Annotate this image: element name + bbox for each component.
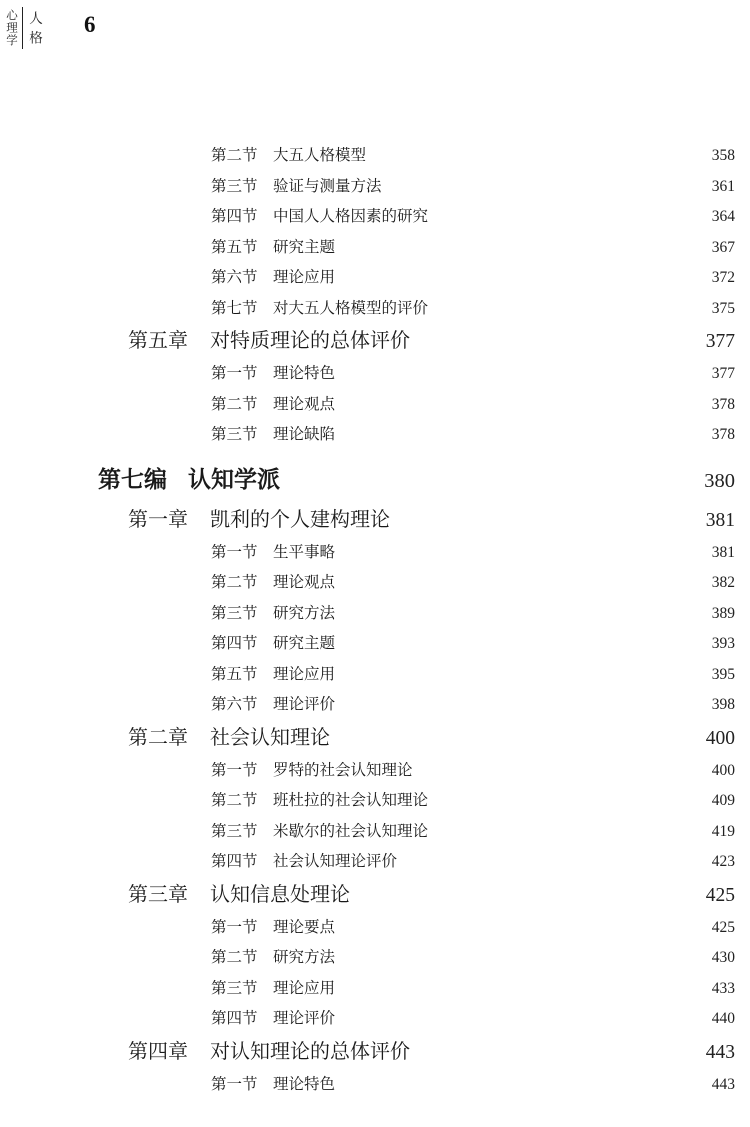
toc-entry-label: 第二章 — [128, 726, 188, 749]
toc-entry-title: 理论应用 — [273, 665, 336, 683]
toc-entry-label: 第三节 — [211, 822, 258, 840]
toc-entry-title: 认知信息处理论 — [210, 883, 350, 906]
toc-entry-title: 理论特色 — [273, 1075, 336, 1093]
toc-entry-page-number: 443 — [711, 1075, 735, 1093]
toc-entry-label: 第二节 — [211, 395, 258, 413]
toc-entry-part — [0, 468, 750, 493]
toc-entry-label: 第二节 — [211, 574, 258, 591]
toc-entry-title: 研究主题 — [273, 635, 336, 652]
toc-entry-label: 第六节 — [211, 269, 258, 286]
toc-entry-title: 认知学派 — [188, 466, 280, 492]
toc-entry-section — [0, 636, 750, 652]
toc-entry-label: 第七节 — [211, 299, 258, 317]
toc-entry-page-number: 375 — [711, 299, 735, 317]
toc-entry-page-number: 433 — [711, 979, 735, 997]
toc-entry-label: 第三节 — [211, 177, 258, 195]
toc-entry-title: 中国人人格因素的研究 — [273, 208, 429, 225]
toc-entry-title: 理论要点 — [273, 918, 336, 936]
toc-entry-label: 第四节 — [211, 208, 258, 225]
toc-entry-label: 第五章 — [128, 330, 188, 352]
toc-entry-title: 验证与测量方法 — [273, 177, 382, 195]
toc-entry-section — [0, 981, 750, 997]
toc-entry-title: 对特质理论的总体评价 — [210, 330, 410, 352]
toc-entry-title: 对认知理论的总体评价 — [210, 1040, 410, 1063]
toc-entry-title: 社会认知理论 — [210, 726, 330, 749]
toc-entry-section — [0, 148, 750, 164]
toc-entry-title: 理论观点 — [273, 574, 336, 591]
toc-entry-label: 第四章 — [128, 1040, 188, 1063]
toc-entry-page-number: 400 — [711, 761, 735, 779]
book-title-column-renge: 人格 — [27, 11, 42, 50]
toc-entry-page-number: 409 — [711, 792, 735, 809]
toc-entry-title: 大五人格模型 — [273, 147, 367, 164]
toc-entry-title: 米歇尔的社会认知理论 — [273, 822, 429, 840]
toc-entry-title: 理论特色 — [273, 365, 336, 382]
toc-entry-section — [0, 209, 750, 225]
toc-entry-page-number: 358 — [711, 147, 735, 164]
toc-entry-page-number: 425 — [705, 884, 735, 906]
toc-entry-section — [0, 1011, 750, 1027]
toc-entry-section — [0, 667, 750, 683]
toc-entry-section — [0, 697, 750, 713]
toc-entry-chapter — [0, 1042, 750, 1063]
toc-entry-section — [0, 950, 750, 966]
toc-entry-page-number: 364 — [711, 208, 735, 225]
book-title-column-xinlixue: 心理学 — [5, 9, 17, 47]
toc-entry-title: 理论观点 — [273, 395, 336, 413]
toc-entry-label: 第五节 — [211, 238, 258, 256]
toc-entry-title: 班杜拉的社会认知理论 — [273, 792, 429, 809]
toc-entry-page-number: 419 — [711, 822, 735, 840]
toc-entry-section — [0, 366, 750, 382]
toc-entry-section — [0, 270, 750, 286]
toc-entry-section — [0, 1077, 750, 1093]
toc-entry-title: 社会认知理论评价 — [273, 853, 398, 870]
toc-entry-section — [0, 920, 750, 936]
toc-entry-label: 第一节 — [211, 365, 258, 382]
toc-entry-page-number: 425 — [711, 918, 735, 936]
toc-entry-page-number: 389 — [711, 604, 735, 622]
toc-entry-chapter — [0, 885, 750, 906]
toc-entry-page-number: 380 — [704, 469, 735, 492]
toc-entry-page-number: 393 — [711, 635, 735, 652]
toc-entry-page-number: 382 — [711, 574, 735, 591]
toc-entry-title: 理论应用 — [273, 269, 336, 286]
toc-entry-section — [0, 575, 750, 591]
toc-entry-title: 对大五人格模型的评价 — [273, 299, 429, 317]
toc-entry-section — [0, 763, 750, 779]
toc-entry-label: 第四节 — [211, 1010, 258, 1027]
toc-entry-section — [0, 427, 750, 443]
toc-entry-chapter — [0, 510, 750, 531]
toc-entry-page-number: 400 — [705, 727, 735, 749]
toc-entry-label: 第一章 — [128, 508, 188, 531]
toc-entry-page-number: 398 — [711, 696, 735, 713]
toc-entry-section — [0, 606, 750, 622]
toc-entry-page-number: 378 — [711, 426, 735, 443]
toc-entry-label: 第三节 — [211, 979, 258, 997]
toc-entry-label: 第二节 — [211, 147, 258, 164]
toc-entry-section — [0, 301, 750, 317]
toc-entry-title: 生平事略 — [273, 543, 336, 561]
toc-entry-chapter — [0, 728, 750, 749]
toc-entry-section — [0, 824, 750, 840]
toc-entry-title: 研究方法 — [273, 604, 336, 622]
toc-entry-label: 第二节 — [211, 949, 258, 966]
toc-entry-label: 第一节 — [211, 1075, 258, 1093]
toc-entry-section — [0, 854, 750, 870]
toc-entry-page-number: 377 — [705, 331, 735, 352]
toc-entry-label: 第三节 — [211, 426, 258, 443]
toc-entry-page-number: 395 — [711, 665, 735, 683]
toc-entry-title: 理论评价 — [273, 696, 336, 713]
page-number: 6 — [84, 12, 96, 37]
toc-entry-label: 第七编 — [98, 466, 167, 492]
toc-entry-title: 研究主题 — [273, 238, 336, 256]
toc-entry-page-number: 430 — [711, 949, 735, 966]
toc-entry-label: 第四节 — [211, 853, 258, 870]
toc-entry-label: 第六节 — [211, 696, 258, 713]
toc-entry-section — [0, 397, 750, 413]
toc-entry-label: 第一节 — [211, 543, 258, 561]
toc-entry-title: 罗特的社会认知理论 — [273, 761, 413, 779]
toc-entry-page-number: 372 — [711, 269, 735, 286]
toc-entry-title: 凯利的个人建构理论 — [210, 508, 390, 531]
toc-entry-page-number: 377 — [711, 365, 735, 382]
toc-entry-section — [0, 545, 750, 561]
toc-entry-page-number: 443 — [705, 1041, 735, 1063]
toc-entry-title: 理论缺陷 — [273, 426, 336, 443]
toc-entry-title: 研究方法 — [273, 949, 336, 966]
toc-entry-chapter — [0, 331, 750, 352]
toc-entry-page-number: 381 — [711, 543, 735, 561]
toc-entry-label: 第一节 — [211, 918, 258, 936]
toc-entry-page-number: 367 — [711, 238, 735, 256]
toc-entry-page-number: 361 — [711, 177, 735, 195]
toc-entry-title: 理论评价 — [273, 1010, 336, 1027]
toc-entry-label: 第五节 — [211, 665, 258, 683]
toc-entry-page-number: 423 — [711, 853, 735, 870]
toc-entry-label: 第四节 — [211, 635, 258, 652]
toc-entry-section — [0, 240, 750, 256]
toc-entry-title: 理论应用 — [273, 979, 336, 997]
toc-entry-section — [0, 179, 750, 195]
toc-entry-label: 第三节 — [211, 604, 258, 622]
toc-entry-section — [0, 793, 750, 809]
toc-entry-page-number: 378 — [711, 395, 735, 413]
toc-entry-label: 第一节 — [211, 761, 258, 779]
toc-entry-label: 第三章 — [128, 883, 188, 906]
toc-entry-label: 第二节 — [211, 792, 258, 809]
toc-entry-page-number: 381 — [705, 509, 735, 531]
toc-entry-page-number: 440 — [711, 1010, 735, 1027]
